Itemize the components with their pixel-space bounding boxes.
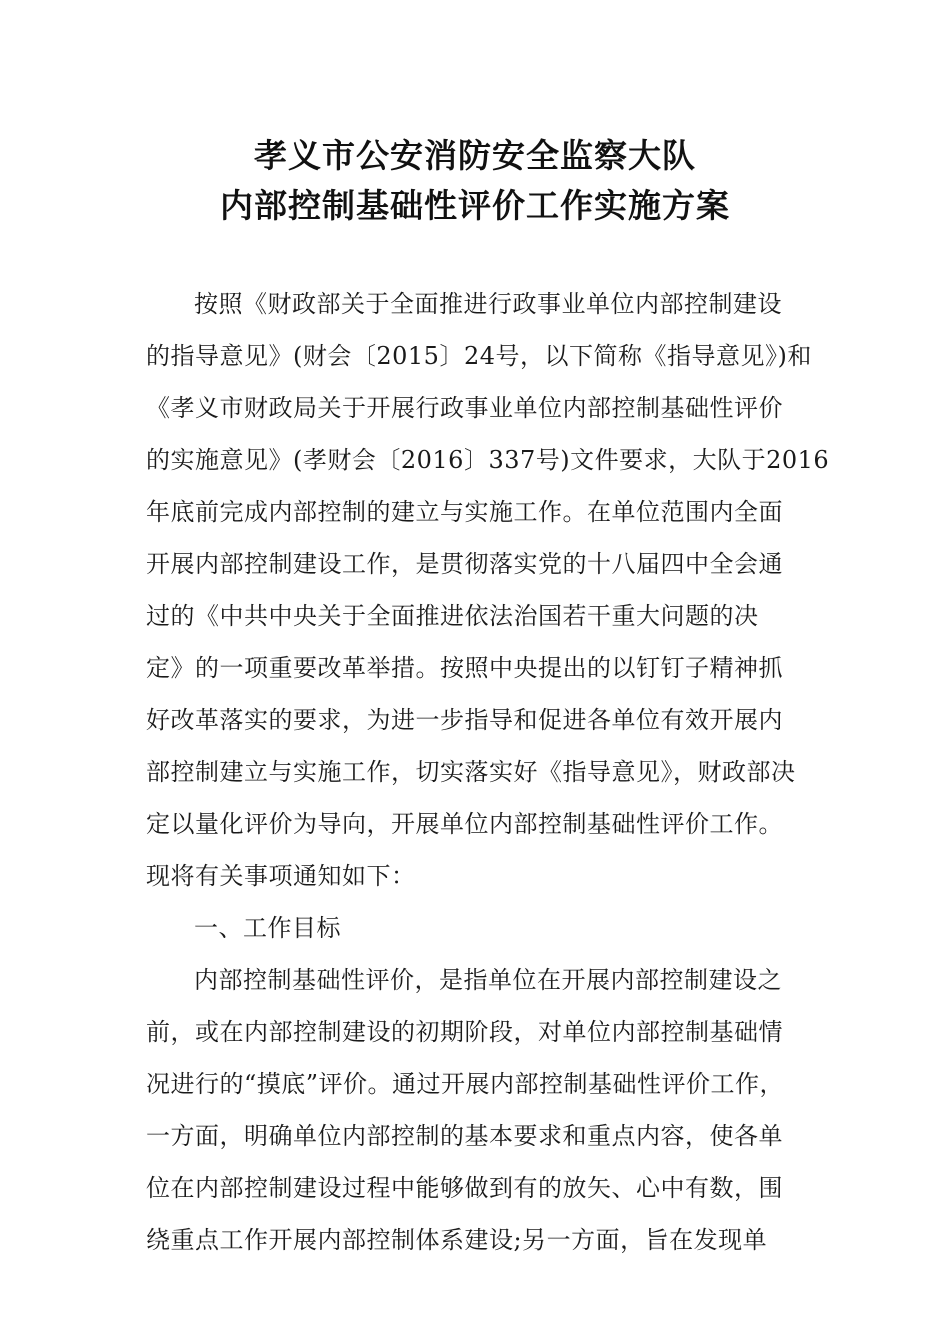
body-line: 《孝义市财政局关于开展行政事业单位内部控制基础性评价 xyxy=(146,394,783,422)
body-line: 定以量化评价为导向，开展单位内部控制基础性评价工作。 xyxy=(146,810,783,838)
body-line: 按照《财政部关于全面推进行政事业单位内部控制建设 xyxy=(194,290,782,318)
body-line: 况进行的“摸底”评价。通过开展内部控制基础性评价工作， xyxy=(146,1070,785,1098)
body-line: 一方面，明确单位内部控制的基本要求和重点内容，使各单 xyxy=(146,1122,783,1150)
body-line: 开展内部控制建设工作，是贯彻落实党的十八届四中全会通 xyxy=(146,550,783,578)
body-line: 部控制建立与实施工作，切实落实好《指导意见》，财政部决 xyxy=(146,758,796,786)
body-line: 绕重点工作开展内部控制体系建设;另一方面，旨在发现单 xyxy=(146,1226,768,1254)
body-line: 年底前完成内部控制的建立与实施工作。在单位范围内全面 xyxy=(146,498,783,526)
section-heading: 一、工作目标 xyxy=(194,914,341,942)
body-line: 前，或在内部控制建设的初期阶段，对单位内部控制基础情 xyxy=(146,1018,783,1046)
body-line: 内部控制基础性评价，是指单位在开展内部控制建设之 xyxy=(194,966,782,994)
body-line: 的指导意见》(财会〔2015〕24号，以下简称《指导意见》)和 xyxy=(146,342,812,370)
body-line: 现将有关事项通知如下： xyxy=(146,862,416,890)
body-line: 定》的一项重要改革举措。按照中央提出的以钉钉子精神抓 xyxy=(146,654,783,682)
body-line: 的实施意见》(孝财会〔2016〕337号)文件要求，大队于2016 xyxy=(146,446,830,474)
document-title-line-2: 内部控制基础性评价工作实施方案 xyxy=(220,186,730,225)
document-title-line-1: 孝义市公安消防安全监察大队 xyxy=(254,136,696,175)
body-line: 好改革落实的要求，为进一步指导和促进各单位有效开展内 xyxy=(146,706,783,734)
body-line: 过的《中共中央关于全面推进依法治国若干重大问题的决 xyxy=(146,602,759,630)
body-line: 位在内部控制建设过程中能够做到有的放矢、心中有数，围 xyxy=(146,1174,783,1202)
